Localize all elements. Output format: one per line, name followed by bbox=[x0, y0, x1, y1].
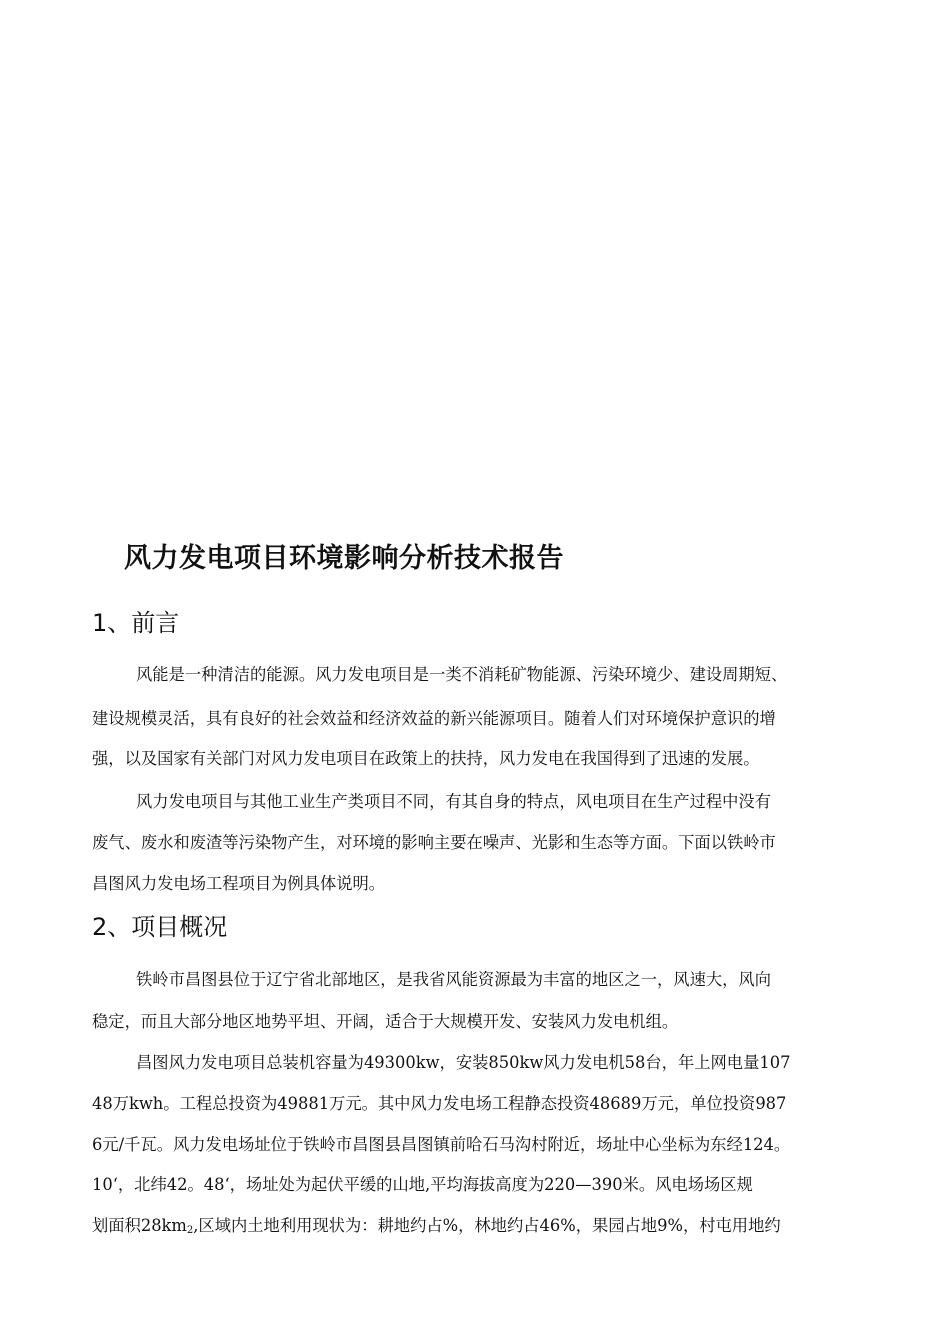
paragraph-line: 昌图风力发电项目总装机容量为49300kw，安装850kw风力发电机58台，年上网电量107 bbox=[136, 1053, 791, 1072]
paragraph-line: 昌图风力发电场工程项目为例具体说明。 bbox=[92, 874, 386, 893]
paragraph-line: 48万kwh。工程总投资为49881万元。其中风力发电场工程静态投资48689万元，单位投资987 bbox=[92, 1094, 787, 1113]
paragraph-line: 稳定，而且大部分地区地势平坦、开阔，适合于大规模开发、安装风力发电机组。 bbox=[92, 1012, 679, 1031]
area-text: 划面积28km bbox=[92, 1216, 187, 1235]
paragraph-line: 废气、废水和废渣等污染物产生，对环境的影响主要在噪声、光影和生态等方面。下面以铁岭市 bbox=[92, 833, 776, 852]
section-heading-preface: 1、前言 bbox=[92, 609, 180, 637]
document-title: 风力发电项目环境影响分析技术报告 bbox=[124, 543, 564, 574]
land-use-text: ,区域内土地利用现状为：耕地约占%，林地约占46%，果园占地9%，村屯用地约 bbox=[193, 1216, 781, 1235]
paragraph-line: 铁岭市昌图县位于辽宁省北部地区，是我省风能资源最为丰富的地区之一，风速大，风向 bbox=[136, 970, 771, 989]
paragraph-line: 建设规模灵活，具有良好的社会效益和经济效益的新兴能源项目。随着人们对环境保护意识的增 bbox=[92, 709, 776, 728]
area-unit-exponent: 2 bbox=[186, 1225, 194, 1236]
paragraph-line: 10‘，北纬42。48‘，场址处为起伏平缓的山地,平均海拔高度为220—390米。风电场场区规 bbox=[92, 1175, 753, 1194]
paragraph-line bbox=[92, 1212, 781, 1236]
paragraph-line: 风力发电项目与其他工业生产类项目不同，有其自身的特点，风电项目在生产过程中没有 bbox=[136, 792, 771, 811]
section-heading-overview: 2、项目概况 bbox=[92, 913, 228, 941]
paragraph-line: 强，以及国家有关部门对风力发电项目在政策上的扶持，风力发电在我国得到了迅速的发展。 bbox=[92, 749, 760, 768]
paragraph-line: 风能是一种清洁的能源。风力发电项目是一类不消耗矿物能源、污染环境少、建设周期短、 bbox=[136, 665, 788, 684]
paragraph-line: 6元/千瓦。风力发电场址位于铁岭市昌图县昌图镇前哈石马沟村附近，场址中心坐标为东经124。 bbox=[92, 1135, 791, 1154]
